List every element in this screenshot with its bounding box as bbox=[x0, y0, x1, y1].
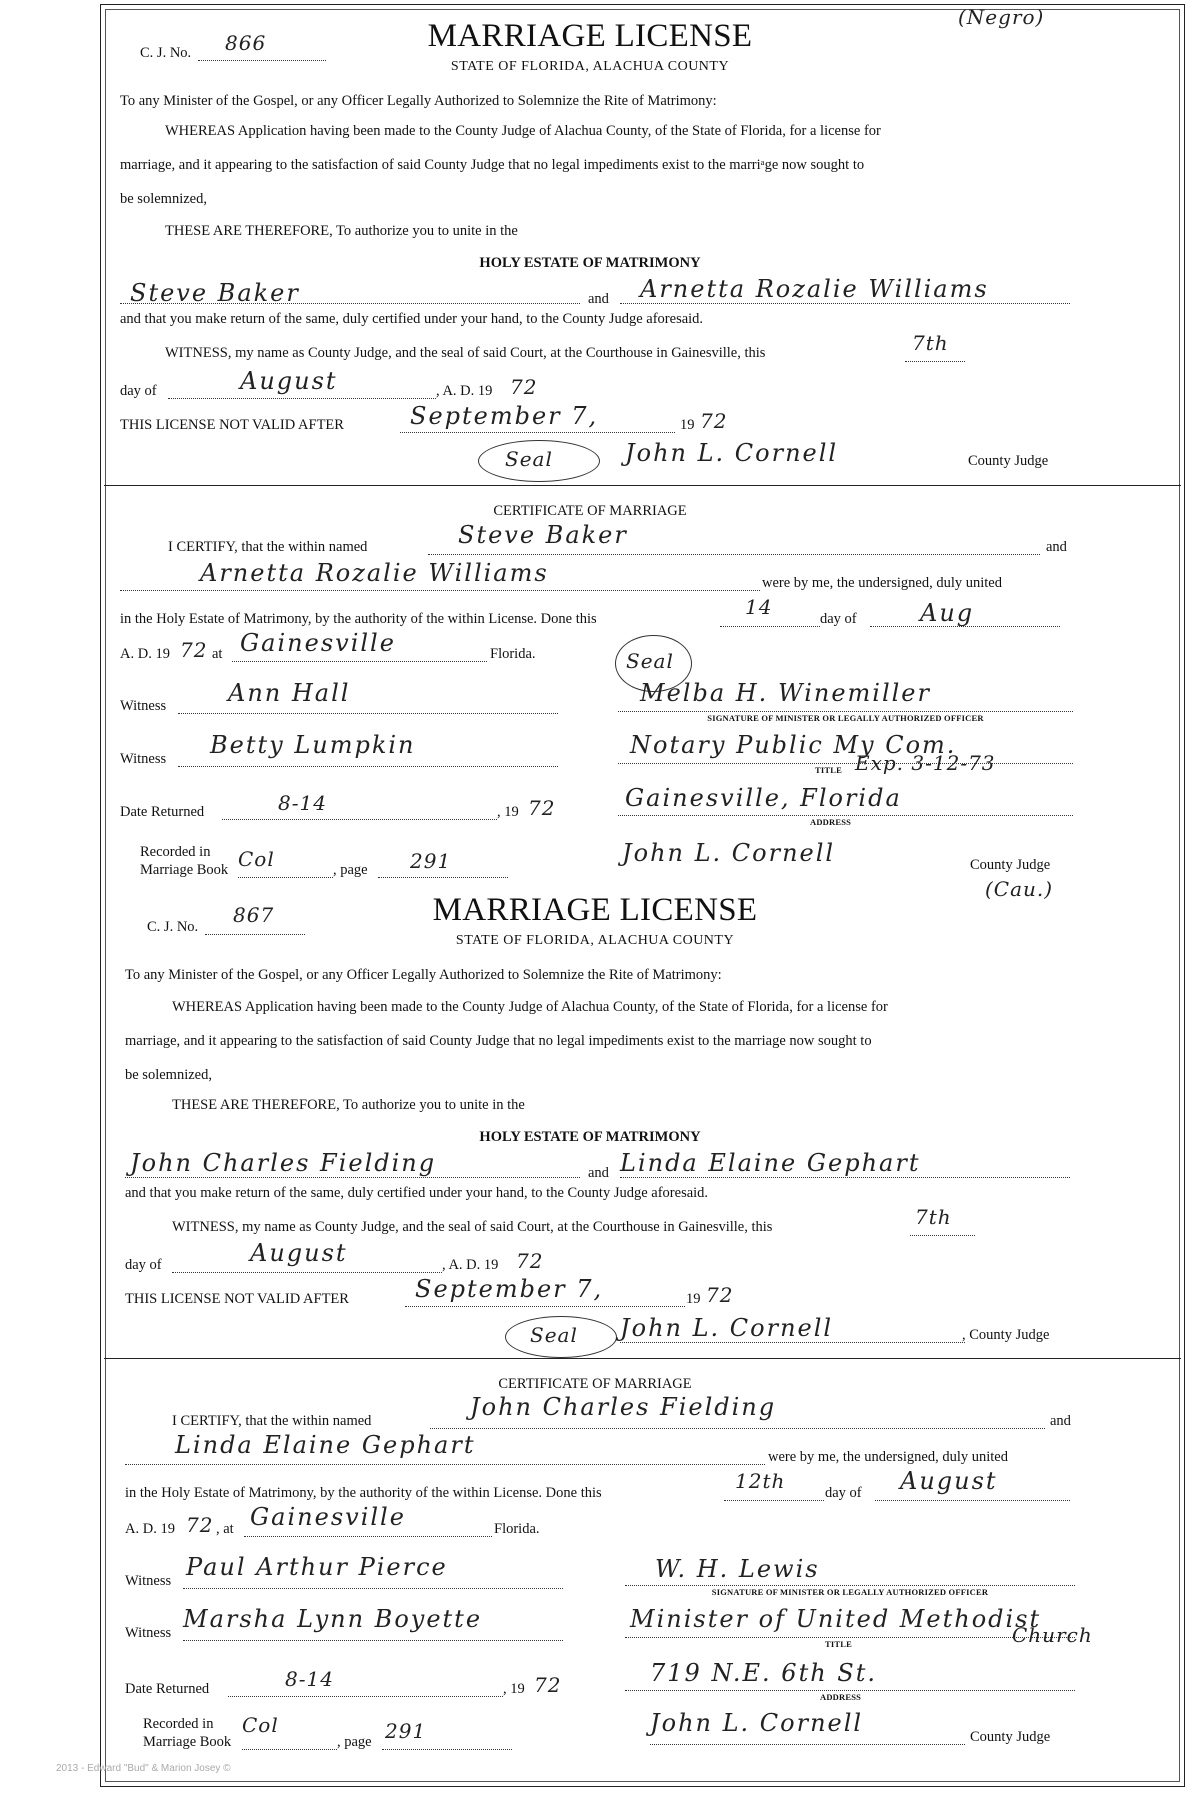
day-of-label: day of bbox=[120, 383, 157, 399]
judge-line-2 bbox=[620, 1342, 965, 1343]
groom-name-2: John Charles Fielding bbox=[130, 1149, 437, 1177]
page-label: , page bbox=[333, 862, 368, 878]
book-line-2 bbox=[242, 1749, 337, 1750]
address-line-2: To any Minister of the Gospel, or any Officer Legally Authorized to Solemnize the Rite of Matrimony: bbox=[125, 967, 722, 983]
cert-at: at bbox=[212, 646, 223, 662]
address-line-rule-2 bbox=[625, 1690, 1075, 1691]
therefore-line: THESE ARE THEREFORE, To authorize you to unite in the bbox=[165, 223, 518, 239]
witness-day-line-2 bbox=[910, 1235, 975, 1236]
title-caption: TITLE bbox=[815, 765, 842, 775]
license-year-2: 72 bbox=[516, 1249, 544, 1273]
not-valid-year-2: 72 bbox=[706, 1283, 734, 1307]
cert2-county-judge: County Judge bbox=[970, 1729, 1051, 1745]
whereas-2-line-3: be solemnized, bbox=[125, 1067, 212, 1083]
cert2-judge-signature: John L. Cornell bbox=[650, 1709, 864, 1737]
cert-and: and bbox=[1046, 539, 1067, 555]
therefore-line-2: THESE ARE THEREFORE, To authorize you to unite in the bbox=[172, 1097, 525, 1113]
not-valid-date: September 7, bbox=[410, 402, 599, 430]
witness-day-line bbox=[905, 361, 965, 362]
address-caption-2: ADDRESS bbox=[820, 1692, 862, 1702]
holy-estate-heading-2: HOLY ESTATE OF MATRIMONY bbox=[479, 1129, 701, 1145]
whereas-2-line-2: marriage, and it appearing to the satisfaction of said County Judge that no legal impediments exist to the marriage now sought to bbox=[125, 1033, 872, 1049]
cert2-and: and bbox=[1050, 1413, 1071, 1429]
witness2-2-label: Witness bbox=[125, 1625, 172, 1641]
officer-title: Notary Public My Com. bbox=[630, 731, 957, 759]
witness-2-label: Witness bbox=[120, 751, 167, 767]
done-month-line-2 bbox=[875, 1500, 1070, 1501]
minister2-signature: W. H. Lewis bbox=[655, 1555, 820, 1583]
license-subtitle-2: STATE OF FLORIDA, ALACHUA COUNTY bbox=[455, 933, 735, 948]
ad-label: , A. D. 19 bbox=[436, 383, 493, 399]
return-line: and that you make return of the same, duly certified under your hand, to the County Judge aforesaid. bbox=[120, 311, 704, 327]
done-day-2: 12th bbox=[735, 1469, 786, 1493]
minister-sig-caption: SIGNATURE OF MINISTER OR LEGALLY AUTHORIZED OFFICER bbox=[707, 713, 984, 723]
address-caption: ADDRESS bbox=[810, 817, 852, 827]
address-line: To any Minister of the Gospel, or any Officer Legally Authorized to Solemnize the Rite of Matrimony: bbox=[120, 93, 717, 109]
recorded-label-2: Marriage Book bbox=[140, 862, 229, 878]
were-by-text-2: were by me, the undersigned, duly united bbox=[768, 1449, 1008, 1465]
bride-line bbox=[620, 303, 1070, 304]
cj-line-2 bbox=[205, 934, 305, 935]
officer-title-2: Exp. 3-12-73 bbox=[855, 751, 996, 775]
minister-sig-line bbox=[618, 711, 1073, 712]
done-month-2: August bbox=[900, 1467, 998, 1495]
officer-address: Gainesville, Florida bbox=[625, 784, 902, 812]
county-judge-signature-2: John L. Cornell bbox=[620, 1314, 834, 1342]
cert-groom-name: Steve Baker bbox=[458, 521, 628, 549]
license-title: MARRIAGE LICENSE bbox=[427, 18, 753, 54]
cert-bride-name: Arnetta Rozalie Williams bbox=[200, 559, 549, 587]
date-returned: 8-14 bbox=[278, 791, 327, 815]
witness2-2-name: Marsha Lynn Boyette bbox=[183, 1605, 483, 1633]
holy-estate-line: in the Holy Estate of Matrimony, by the authority of the within License. Done this bbox=[120, 611, 597, 627]
marriage-book: Col bbox=[238, 847, 275, 871]
cert-county-judge: County Judge bbox=[970, 857, 1051, 873]
certificate-title: CERTIFICATE OF MARRIAGE bbox=[493, 503, 687, 519]
holy-estate-heading: HOLY ESTATE OF MATRIMONY bbox=[479, 255, 701, 271]
minister-signature: Melba H. Winemiller bbox=[640, 679, 931, 707]
witness2-1-name: Paul Arthur Pierce bbox=[186, 1553, 448, 1581]
cert-judge-signature: John L. Cornell bbox=[622, 839, 836, 867]
and-text-2: and bbox=[588, 1165, 609, 1181]
race-note: (Negro) bbox=[958, 5, 1045, 29]
cert2-bride-line bbox=[125, 1464, 765, 1465]
seal-text: Seal bbox=[505, 447, 553, 471]
date-returned-line bbox=[222, 819, 497, 820]
cert-groom-line bbox=[428, 554, 1040, 555]
place-line-2 bbox=[244, 1536, 492, 1537]
license-month-2: August bbox=[250, 1239, 348, 1267]
title-line bbox=[618, 763, 1073, 764]
cj-label: C. J. No. bbox=[140, 45, 192, 61]
done-day-line bbox=[720, 626, 820, 627]
license-month: August bbox=[240, 367, 338, 395]
ad-label-2: , A. D. 19 bbox=[442, 1257, 499, 1273]
cj-number: 866 bbox=[225, 31, 267, 55]
not-valid-year: 72 bbox=[700, 409, 728, 433]
return-line-2: and that you make return of the same, duly certified under your hand, to the County Judge aforesaid. bbox=[125, 1185, 709, 1201]
county-judge-signature: John L. Cornell bbox=[625, 439, 839, 467]
not-valid-label-2: THIS LICENSE NOT VALID AFTER bbox=[125, 1291, 349, 1307]
title-caption-2: TITLE bbox=[825, 1639, 852, 1649]
witness2-1-label: Witness bbox=[125, 1573, 172, 1589]
section-divider bbox=[104, 485, 1181, 486]
done-day-of-2: day of bbox=[825, 1485, 862, 1501]
not-valid-19: 19 bbox=[680, 417, 695, 433]
license-title-2: MARRIAGE LICENSE bbox=[432, 892, 758, 928]
copyright-watermark: 2013 - Edward "Bud" & Marion Josey © bbox=[56, 1763, 231, 1774]
race-note-2: (Cau.) bbox=[985, 877, 1054, 901]
not-valid-label: THIS LICENSE NOT VALID AFTER bbox=[120, 417, 344, 433]
recorded2-label-2: Marriage Book bbox=[143, 1734, 232, 1750]
whereas-line-3: be solemnized, bbox=[120, 191, 207, 207]
date-returned-label: Date Returned bbox=[120, 804, 205, 820]
cert2-groom-line bbox=[430, 1428, 1045, 1429]
cert-ad-label: A. D. 19 bbox=[120, 646, 170, 662]
notary-seal-text: Seal bbox=[626, 649, 674, 673]
title-line-2 bbox=[625, 1637, 1075, 1638]
bride-line-2 bbox=[620, 1177, 1070, 1178]
minister2-sig-caption: SIGNATURE OF MINISTER OR LEGALLY AUTHORIZED OFFICER bbox=[711, 1587, 989, 1597]
day-of-label-2: day of bbox=[125, 1257, 162, 1273]
county-judge-label: County Judge bbox=[968, 453, 1049, 469]
cert2-place: Gainesville bbox=[250, 1503, 406, 1531]
witness-day-2: 7th bbox=[915, 1205, 952, 1229]
bride-name: Arnetta Rozalie Williams bbox=[640, 275, 989, 303]
and-text: and bbox=[588, 291, 609, 307]
cert-florida: Florida. bbox=[490, 646, 536, 662]
cert-ad-year: 72 bbox=[180, 638, 208, 662]
book-page: 291 bbox=[410, 849, 452, 873]
date-returned-2: 8-14 bbox=[285, 1667, 334, 1691]
cert-place: Gainesville bbox=[240, 629, 396, 657]
done-day: 14 bbox=[745, 595, 773, 619]
done-day-of: day of bbox=[820, 611, 857, 627]
were-by-text: were by me, the undersigned, duly united bbox=[762, 575, 1002, 591]
date-returned-19-2: , 19 bbox=[503, 1681, 525, 1697]
whereas-line-2: marriage, and it appearing to the satisfaction of said County Judge that no legal impediments exist to the marriᵃge now sought to bbox=[120, 157, 865, 173]
cert2-bride-name: Linda Elaine Gephart bbox=[175, 1431, 476, 1459]
recorded2-label-1: Recorded in bbox=[143, 1716, 214, 1732]
done-day-line-2 bbox=[724, 1500, 824, 1501]
page-label-2: , page bbox=[337, 1734, 372, 1750]
witness2-2-line bbox=[183, 1640, 563, 1641]
certify-label-2: I CERTIFY, that the within named bbox=[172, 1413, 372, 1429]
judge-line-cert2 bbox=[650, 1744, 965, 1745]
bride-name-2: Linda Elaine Gephart bbox=[620, 1149, 921, 1177]
recorded-label-1: Recorded in bbox=[140, 844, 211, 860]
cj-line bbox=[198, 60, 326, 61]
holy-estate-line-2: in the Holy Estate of Matrimony, by the authority of the within License. Done this bbox=[125, 1485, 602, 1501]
date-returned-year-2: 72 bbox=[534, 1673, 562, 1697]
witness-2-line bbox=[178, 766, 558, 767]
not-valid-date-2: September 7, bbox=[415, 1275, 604, 1303]
cert2-ad-label: A. D. 19 bbox=[125, 1521, 175, 1537]
witness-2-name: Betty Lumpkin bbox=[210, 731, 416, 759]
groom-line-2 bbox=[125, 1177, 580, 1178]
not-valid-line bbox=[400, 432, 675, 433]
cj-number-2: 867 bbox=[233, 903, 275, 927]
officer-title-2a: Minister of United Methodist bbox=[630, 1605, 1042, 1633]
place-line bbox=[232, 661, 487, 662]
witness-1-line bbox=[178, 713, 558, 714]
whereas-2-line-1: WHEREAS Application having been made to the County Judge of Alachua County, of the State of Florida, for a license for bbox=[172, 999, 888, 1015]
month-line-2 bbox=[172, 1272, 442, 1273]
minister2-sig-line bbox=[625, 1585, 1075, 1586]
page-line-2 bbox=[382, 1749, 512, 1750]
seal-text-2: Seal bbox=[530, 1323, 578, 1347]
marriage-book-2: Col bbox=[242, 1713, 279, 1737]
officer-address-2: 719 N.E. 6th St. bbox=[650, 1659, 878, 1687]
month-line bbox=[168, 398, 436, 399]
license-year: 72 bbox=[510, 375, 538, 399]
witness-line-2: WITNESS, my name as County Judge, and the seal of said Court, at the Courthouse in Gainesville, this bbox=[172, 1219, 773, 1235]
cj-label-2: C. J. No. bbox=[147, 919, 199, 935]
page-line bbox=[378, 877, 508, 878]
date-returned-label-2: Date Returned bbox=[125, 1681, 210, 1697]
not-valid-19-2: 19 bbox=[686, 1291, 701, 1307]
not-valid-line-2 bbox=[405, 1306, 685, 1307]
certificate-title-2: CERTIFICATE OF MARRIAGE bbox=[498, 1376, 692, 1392]
cert-bride-line bbox=[120, 590, 760, 591]
address-line-rule bbox=[618, 815, 1073, 816]
groom-name: Steve Baker bbox=[130, 279, 300, 307]
book-page-2: 291 bbox=[385, 1719, 427, 1743]
date-returned-year: 72 bbox=[528, 796, 556, 820]
certify-label: I CERTIFY, that the within named bbox=[168, 539, 368, 555]
witness-1-label: Witness bbox=[120, 698, 167, 714]
witness-1-name: Ann Hall bbox=[228, 679, 351, 707]
book-line bbox=[238, 877, 333, 878]
done-month: Aug bbox=[920, 599, 975, 627]
witness-line: WITNESS, my name as County Judge, and the seal of said Court, at the Courthouse in Gainesville, this bbox=[165, 345, 766, 361]
license-subtitle: STATE OF FLORIDA, ALACHUA COUNTY bbox=[450, 59, 730, 74]
cert2-ad-year: 72 bbox=[186, 1513, 214, 1537]
cert2-groom-name: John Charles Fielding bbox=[470, 1393, 777, 1421]
witness2-1-line bbox=[183, 1588, 563, 1589]
county-judge-label-2: , County Judge bbox=[962, 1327, 1050, 1343]
cert2-at: , at bbox=[216, 1521, 234, 1537]
whereas-line-1: WHEREAS Application having been made to the County Judge of Alachua County, of the State of Florida, for a license for bbox=[165, 123, 881, 139]
witness-day: 7th bbox=[912, 331, 949, 355]
date-returned-19: , 19 bbox=[497, 804, 519, 820]
officer-title-2b: Church bbox=[1012, 1623, 1093, 1647]
cert2-florida: Florida. bbox=[494, 1521, 540, 1537]
section-divider-2 bbox=[104, 1358, 1181, 1359]
date-returned-line-2 bbox=[228, 1696, 503, 1697]
